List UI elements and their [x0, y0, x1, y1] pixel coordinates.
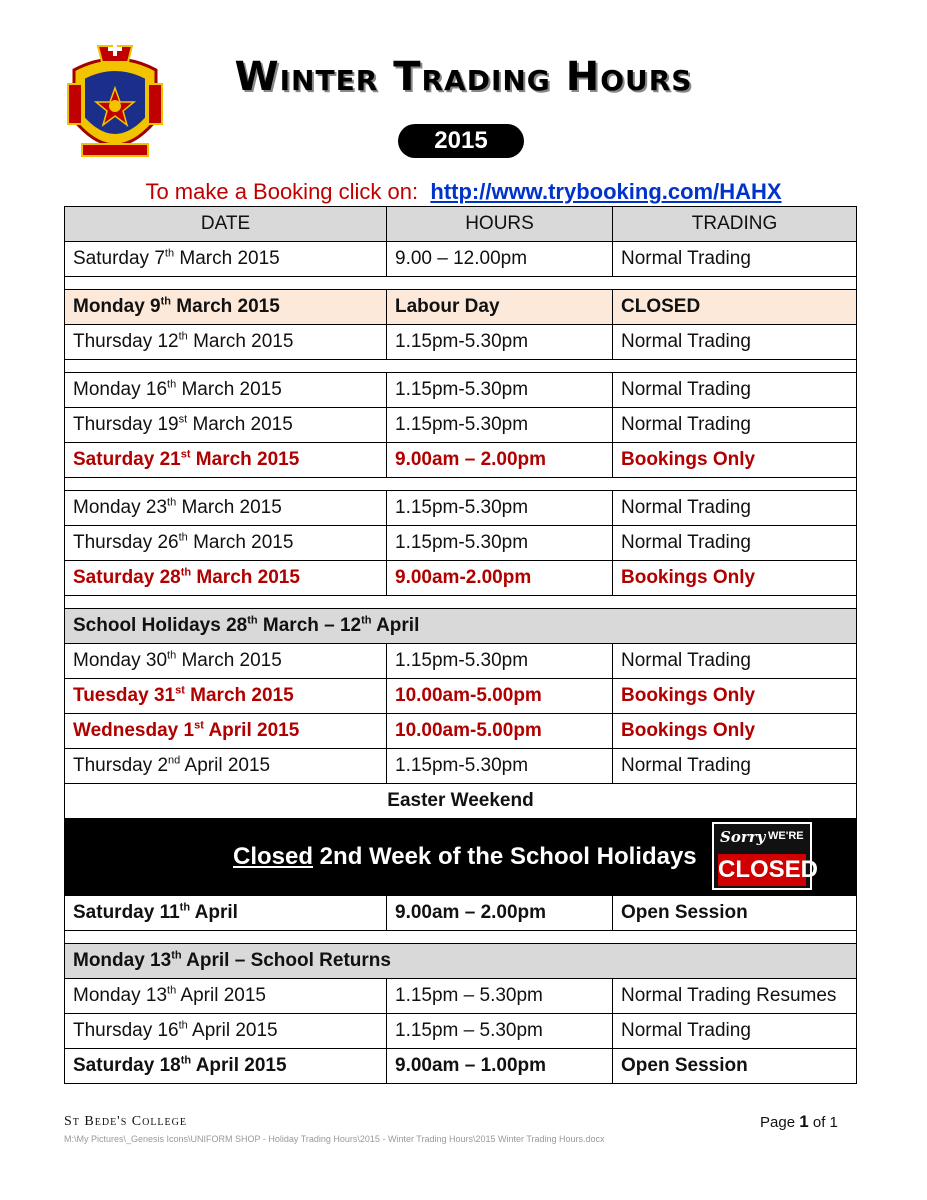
page-number: Page 1 of 1: [760, 1112, 838, 1131]
hours-cell: 9.00am – 2.00pm: [387, 443, 613, 478]
hours-cell: 9.00am-2.00pm: [387, 561, 613, 596]
header-trading: TRADING: [613, 207, 857, 242]
booking-line: [0, 178, 927, 206]
footer-college-name: St Bede's College: [64, 1114, 187, 1129]
hours-cell: Labour Day: [387, 290, 613, 325]
trading-cell: CLOSED: [613, 290, 857, 325]
date-cell: Saturday 18th April 2015: [65, 1049, 387, 1084]
date-cell: Tuesday 31st March 2015: [65, 679, 387, 714]
table-row: [65, 290, 857, 325]
trading-cell: Normal Trading: [613, 526, 857, 561]
table-row: [65, 491, 857, 526]
trading-cell: Normal Trading: [613, 373, 857, 408]
date-cell: Thursday 19st March 2015: [65, 408, 387, 443]
trading-cell: Normal Trading: [613, 644, 857, 679]
table-row: [65, 526, 857, 561]
trading-cell: Bookings Only: [613, 443, 857, 478]
spacer-row: [65, 277, 857, 290]
spacer-row: [65, 596, 857, 609]
date-cell: Saturday 11th April: [65, 896, 387, 931]
table-row: [65, 408, 857, 443]
booking-prefix: To make a Booking click on:: [145, 179, 419, 204]
date-cell: Monday 9th March 2015: [65, 290, 387, 325]
hours-cell: 10.00am-5.00pm: [387, 714, 613, 749]
trading-cell: Normal Trading: [613, 749, 857, 784]
trading-cell: Normal Trading: [613, 242, 857, 277]
hours-cell: 1.15pm – 5.30pm: [387, 1014, 613, 1049]
table-row: [65, 325, 857, 360]
date-cell: Thursday 12th March 2015: [65, 325, 387, 360]
trading-cell: Open Session: [613, 896, 857, 931]
trading-cell: Normal Trading: [613, 408, 857, 443]
table-row: [65, 1014, 857, 1049]
hours-cell: 9.00 – 12.00pm: [387, 242, 613, 277]
hours-cell: 1.15pm-5.30pm: [387, 491, 613, 526]
table-row: [65, 242, 857, 277]
table-row: [65, 749, 857, 784]
trading-cell: Open Session: [613, 1049, 857, 1084]
hours-cell: 9.00am – 1.00pm: [387, 1049, 613, 1084]
date-cell: Saturday 21st March 2015: [65, 443, 387, 478]
trading-cell: Bookings Only: [613, 714, 857, 749]
school-holidays-section: School Holidays 28th March – 12th April: [65, 609, 857, 644]
date-cell: Monday 23th March 2015: [65, 491, 387, 526]
closed-banner: [65, 819, 857, 896]
hours-cell: 1.15pm-5.30pm: [387, 644, 613, 679]
file-path: M:\My Pictures\_Genesis Icons\UNIFORM SHOP - Holiday Trading Hours\2015 - Winter Trading Hours\2015 Winter Trading Hours.docx: [64, 1134, 605, 1144]
trading-cell: Normal Trading Resumes: [613, 979, 857, 1014]
table-row: [65, 896, 857, 931]
table-row: [65, 679, 857, 714]
trading-cell: Bookings Only: [613, 679, 857, 714]
date-cell: Monday 16th March 2015: [65, 373, 387, 408]
date-cell: Thursday 26th March 2015: [65, 526, 387, 561]
year-badge: 2015: [398, 124, 524, 158]
table-row: [65, 443, 857, 478]
hours-cell: 1.15pm-5.30pm: [387, 373, 613, 408]
easter-weekend-row: Easter Weekend: [65, 784, 857, 819]
date-cell: Saturday 28th March 2015: [65, 561, 387, 596]
spacer-row: [65, 360, 857, 373]
hours-cell: 1.15pm-5.30pm: [387, 325, 613, 360]
hours-cell: 9.00am – 2.00pm: [387, 896, 613, 931]
spacer-row: [65, 478, 857, 491]
sorry-closed-sign-icon: Sorry WE'RE CLOSED: [712, 822, 812, 890]
date-cell: Monday 13th April 2015: [65, 979, 387, 1014]
header-hours: HOURS: [387, 207, 613, 242]
booking-link[interactable]: http://www.trybooking.com/HAHX: [430, 179, 782, 204]
date-cell: Thursday 16th April 2015: [65, 1014, 387, 1049]
table-row: [65, 373, 857, 408]
trading-cell: Normal Trading: [613, 1014, 857, 1049]
hours-cell: 10.00am-5.00pm: [387, 679, 613, 714]
table-row: [65, 644, 857, 679]
table-row: [65, 979, 857, 1014]
trading-cell: Bookings Only: [613, 561, 857, 596]
table-row: [65, 714, 857, 749]
closed-banner-text: Closed 2nd Week of the School Holidays: [233, 843, 697, 870]
school-returns-section: Monday 13th April – School Returns: [65, 944, 857, 979]
table-row: [65, 1049, 857, 1084]
trading-cell: Normal Trading: [613, 491, 857, 526]
hours-cell: 1.15pm-5.30pm: [387, 408, 613, 443]
hours-cell: 1.15pm – 5.30pm: [387, 979, 613, 1014]
trading-hours-table: [64, 206, 857, 1084]
trading-cell: Normal Trading: [613, 325, 857, 360]
spacer-row: [65, 931, 857, 944]
page-title: Winter Trading Hours: [234, 54, 693, 100]
date-cell: Monday 30th March 2015: [65, 644, 387, 679]
header-date: DATE: [65, 207, 387, 242]
table-row: [65, 561, 857, 596]
date-cell: Saturday 7th March 2015: [65, 242, 387, 277]
table-header-row: [65, 207, 857, 242]
date-cell: Wednesday 1st April 2015: [65, 714, 387, 749]
hours-cell: 1.15pm-5.30pm: [387, 526, 613, 561]
date-cell: Thursday 2nd April 2015: [65, 749, 387, 784]
hours-cell: 1.15pm-5.30pm: [387, 749, 613, 784]
